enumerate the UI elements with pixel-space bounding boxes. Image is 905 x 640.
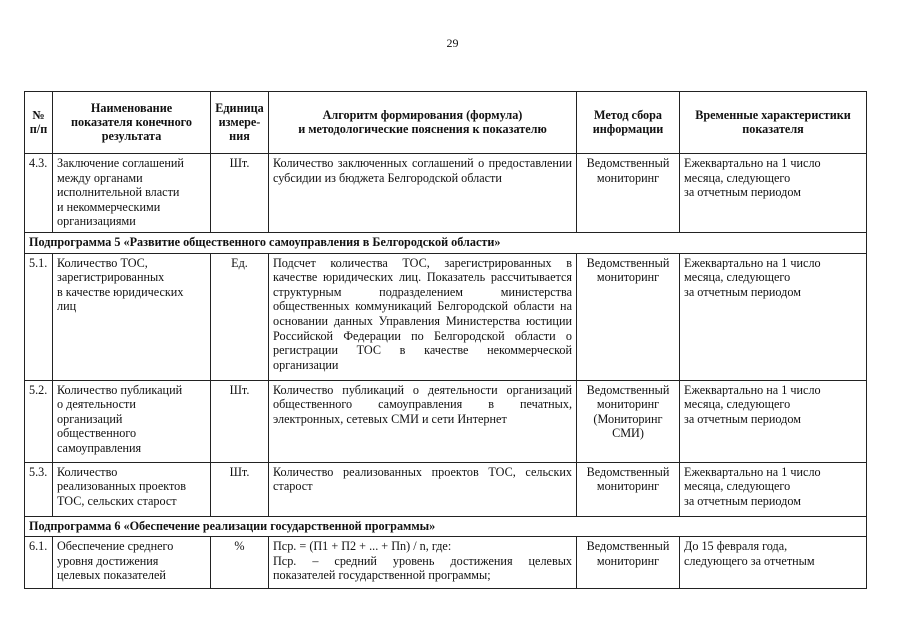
algorithm: Подсчет количества ТОС, зарегистрированных в качестве юридических лиц. Показатель рассчитывается структурным подразделением министерства общественных коммуникаций Белгородской области на основании данных Управления Министерства юстиции Российской Федерации по Белгородской области о регистрации ТОС в качестве некоммерческой организации bbox=[269, 253, 577, 380]
header-indicator-name: Наименование показателя конечного результата bbox=[53, 92, 211, 154]
unit: Шт. bbox=[211, 380, 269, 462]
indicator-name: Обеспечение среднего уровня достижения целевых показателей bbox=[53, 537, 211, 589]
algorithm bbox=[269, 537, 577, 589]
subprogram-5-title: Подпрограмма 5 «Развитие общественного самоуправления в Белгородской области» bbox=[25, 233, 867, 254]
row-number: 5.2. bbox=[25, 380, 53, 462]
method: Ведомственный мониторинг (Мониторинг СМИ) bbox=[577, 380, 680, 462]
timing: Ежеквартально на 1 число месяца, следующего за отчетным периодом bbox=[680, 154, 867, 233]
page-number: 29 bbox=[446, 36, 459, 50]
table-row bbox=[25, 537, 867, 589]
table-row bbox=[25, 462, 867, 516]
formula-line: Пср. = (П1 + П2 + ... + Пn) / n, где: bbox=[273, 539, 452, 554]
indicator-table bbox=[24, 91, 867, 589]
timing: Ежеквартально на 1 число месяца, следующего за отчетным периодом bbox=[680, 462, 867, 516]
subprogram-6-title: Подпрограмма 6 «Обеспечение реализации государственной программы» bbox=[25, 516, 867, 537]
row-number: 5.1. bbox=[25, 253, 53, 380]
subprogram-row bbox=[25, 516, 867, 537]
method: Ведомственный мониторинг bbox=[577, 253, 680, 380]
method: Ведомственный мониторинг bbox=[577, 462, 680, 516]
table-row bbox=[25, 154, 867, 233]
timing: Ежеквартально на 1 число месяца, следующего за отчетным периодом bbox=[680, 380, 867, 462]
row-number: 5.3. bbox=[25, 462, 53, 516]
indicator-name: Заключение соглашений между органами исполнительной власти и некоммерческими организациями bbox=[53, 154, 211, 233]
algorithm: Количество публикаций о деятельности организаций общественного самоуправления в печатных, электронных, сетевых СМИ и сети Интернет bbox=[269, 380, 577, 462]
unit: Шт. bbox=[211, 462, 269, 516]
unit: Ед. bbox=[211, 253, 269, 380]
indicator-name: Количество реализованных проектов ТОС, сельских старост bbox=[53, 462, 211, 516]
algorithm: Количество заключенных соглашений о предоставлении субсидии из бюджета Белгородской области bbox=[269, 154, 577, 233]
timing: Ежеквартально на 1 число месяца, следующего за отчетным периодом bbox=[680, 253, 867, 380]
timing: До 15 февраля года, следующего за отчетным bbox=[680, 537, 867, 589]
row-number: 6.1. bbox=[25, 537, 53, 589]
header-method: Метод сбора информации bbox=[577, 92, 680, 154]
header-number: № п/п bbox=[25, 92, 53, 154]
algorithm: Количество реализованных проектов ТОС, сельских старост bbox=[269, 462, 577, 516]
indicator-name: Количество публикаций о деятельности организаций общественного самоуправления bbox=[53, 380, 211, 462]
table-row bbox=[25, 253, 867, 380]
table-row bbox=[25, 380, 867, 462]
method: Ведомственный мониторинг bbox=[577, 537, 680, 589]
formula-explanation: Пср. – средний уровень достижения целевых показателей государственной программы; bbox=[273, 553, 572, 583]
subprogram-row bbox=[25, 233, 867, 254]
method: Ведомственный мониторинг bbox=[577, 154, 680, 233]
unit: Шт. bbox=[211, 154, 269, 233]
row-number: 4.3. bbox=[25, 154, 53, 233]
header-unit: Единица измере- ния bbox=[211, 92, 269, 154]
table-header-row bbox=[25, 92, 867, 154]
header-algorithm: Алгоритм формирования (формула) и методологические пояснения к показателю bbox=[269, 92, 577, 154]
unit: % bbox=[211, 537, 269, 589]
indicator-name: Количество ТОС, зарегистрированных в качестве юридических лиц bbox=[53, 253, 211, 380]
header-timing: Временные характеристики показателя bbox=[680, 92, 867, 154]
